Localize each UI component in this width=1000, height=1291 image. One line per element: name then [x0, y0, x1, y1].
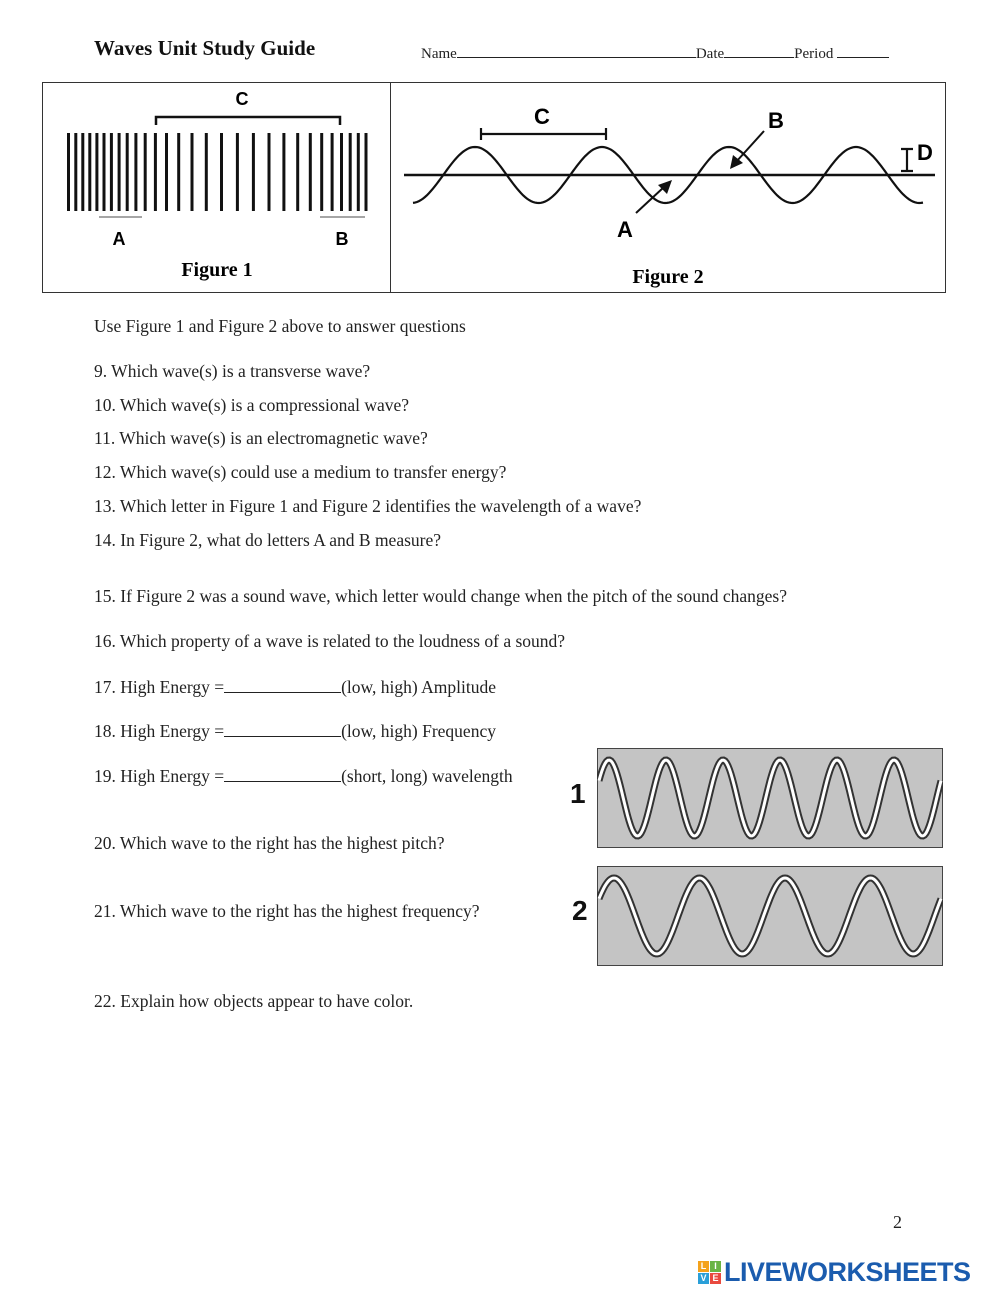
wave-panel-1: [597, 748, 943, 848]
wave-panel-2-label: 2: [572, 895, 588, 926]
compression-bar: [220, 133, 223, 211]
compression-bar: [296, 133, 299, 211]
compression-bar: [110, 133, 113, 211]
figure1-label-b: B: [335, 229, 349, 249]
figure2-caption: Figure 2: [632, 266, 704, 288]
figure2-label-c: C: [534, 104, 550, 129]
compression-bar: [103, 133, 106, 211]
compression-bar: [95, 133, 98, 211]
compression-bar: [236, 133, 239, 211]
page-title: Waves Unit Study Guide: [94, 36, 316, 60]
figure2-diagram: [391, 83, 945, 292]
page-number: 2: [893, 1212, 902, 1232]
compression-bars: [67, 133, 368, 211]
compression-bar: [118, 133, 121, 211]
compression-bar: [177, 133, 180, 211]
question-17-suffix: (low, high) Amplitude: [341, 677, 496, 697]
question-16: 16. Which property of a wave is related to the loudness of a sound?: [94, 631, 566, 651]
figure1-diagram: [43, 83, 389, 292]
bracket-c: [156, 117, 340, 125]
question-14: 14. In Figure 2, what do letters A and B measure?: [94, 530, 442, 550]
question-19: [94, 765, 513, 787]
question-12: 12. Which wave(s) could use a medium to transfer energy?: [94, 462, 507, 482]
compression-bar: [191, 133, 194, 211]
compression-bar: [331, 133, 334, 211]
question-18: [94, 720, 496, 742]
question-19-suffix: (short, long) wavelength: [341, 766, 513, 786]
compression-bar: [88, 133, 91, 211]
answer-blank-19[interactable]: [224, 765, 341, 782]
name-label: Name: [421, 46, 457, 62]
arrow-a-line: [636, 187, 664, 213]
question-19-prefix: 19. High Energy =: [94, 766, 225, 786]
compression-bar: [365, 133, 368, 211]
question-20: 20. Which wave to the right has the highest pitch?: [94, 833, 445, 853]
compression-bar: [134, 133, 137, 211]
compression-bar: [282, 133, 285, 211]
answer-blank-18[interactable]: [224, 720, 341, 737]
compression-bar: [309, 133, 312, 211]
compression-bar: [252, 133, 255, 211]
logo-blocks-icon: [698, 1261, 721, 1284]
figure1-label-c: C: [235, 89, 249, 109]
question-22: 22. Explain how objects appear to have color.: [94, 991, 414, 1011]
figure1-label-a: A: [112, 229, 126, 249]
question-18-prefix: 18. High Energy =: [94, 721, 225, 741]
question-18-suffix: (low, high) Frequency: [341, 721, 496, 741]
question-15: 15. If Figure 2 was a sound wave, which letter would change when the pitch of the sound changes?: [94, 586, 788, 606]
liveworksheets-logo: [698, 1257, 971, 1288]
name-blank[interactable]: [457, 42, 696, 58]
logo-letter-i: I: [710, 1261, 721, 1272]
amplitude-marker-d: [901, 149, 913, 171]
question-17-prefix: 17. High Energy =: [94, 677, 225, 697]
compression-bar: [357, 133, 360, 211]
wave-panel-2: [597, 866, 943, 966]
compression-bar: [320, 133, 323, 211]
compression-bar: [165, 133, 168, 211]
figure2-label-b: B: [768, 108, 784, 133]
period-blank[interactable]: [837, 42, 889, 58]
wave-panel-1-label: 1: [570, 778, 586, 809]
compression-bar: [349, 133, 352, 211]
compression-bar: [340, 133, 343, 211]
compression-bar: [126, 133, 129, 211]
answer-blank-17[interactable]: [224, 676, 341, 693]
compression-bar: [154, 133, 157, 211]
logo-text: LIVEWORKSHEETS: [724, 1257, 971, 1287]
logo-letter-l: L: [698, 1261, 709, 1272]
question-10: 10. Which wave(s) is a compressional wave?: [94, 395, 410, 415]
instructions: Use Figure 1 and Figure 2 above to answer questions: [94, 316, 466, 336]
question-17: [94, 676, 496, 698]
name-field: [421, 42, 889, 63]
question-21: 21. Which wave to the right has the highest frequency?: [94, 901, 480, 921]
date-blank[interactable]: [724, 42, 794, 58]
wavelength-marker-c: [481, 128, 606, 140]
question-13: 13. Which letter in Figure 1 and Figure 2 identifies the wavelength of a wave?: [94, 496, 642, 516]
period-label: Period: [794, 46, 834, 62]
compression-bar: [268, 133, 271, 211]
compression-bar: [81, 133, 84, 211]
compression-bar: [144, 133, 147, 211]
compression-bar: [74, 133, 77, 211]
logo-letter-v: V: [698, 1273, 709, 1284]
figure2-label-d: D: [917, 140, 933, 165]
arrow-b-line: [736, 131, 764, 162]
date-label: Date: [695, 46, 725, 62]
figure2-label-a: A: [617, 217, 633, 242]
logo-letter-e: E: [710, 1273, 721, 1284]
question-11: 11. Which wave(s) is an electromagnetic wave?: [94, 428, 428, 448]
question-9: 9. Which wave(s) is a transverse wave?: [94, 361, 371, 381]
compression-bar: [67, 133, 70, 211]
compression-bar: [205, 133, 208, 211]
figure1-caption: Figure 1: [181, 259, 253, 281]
